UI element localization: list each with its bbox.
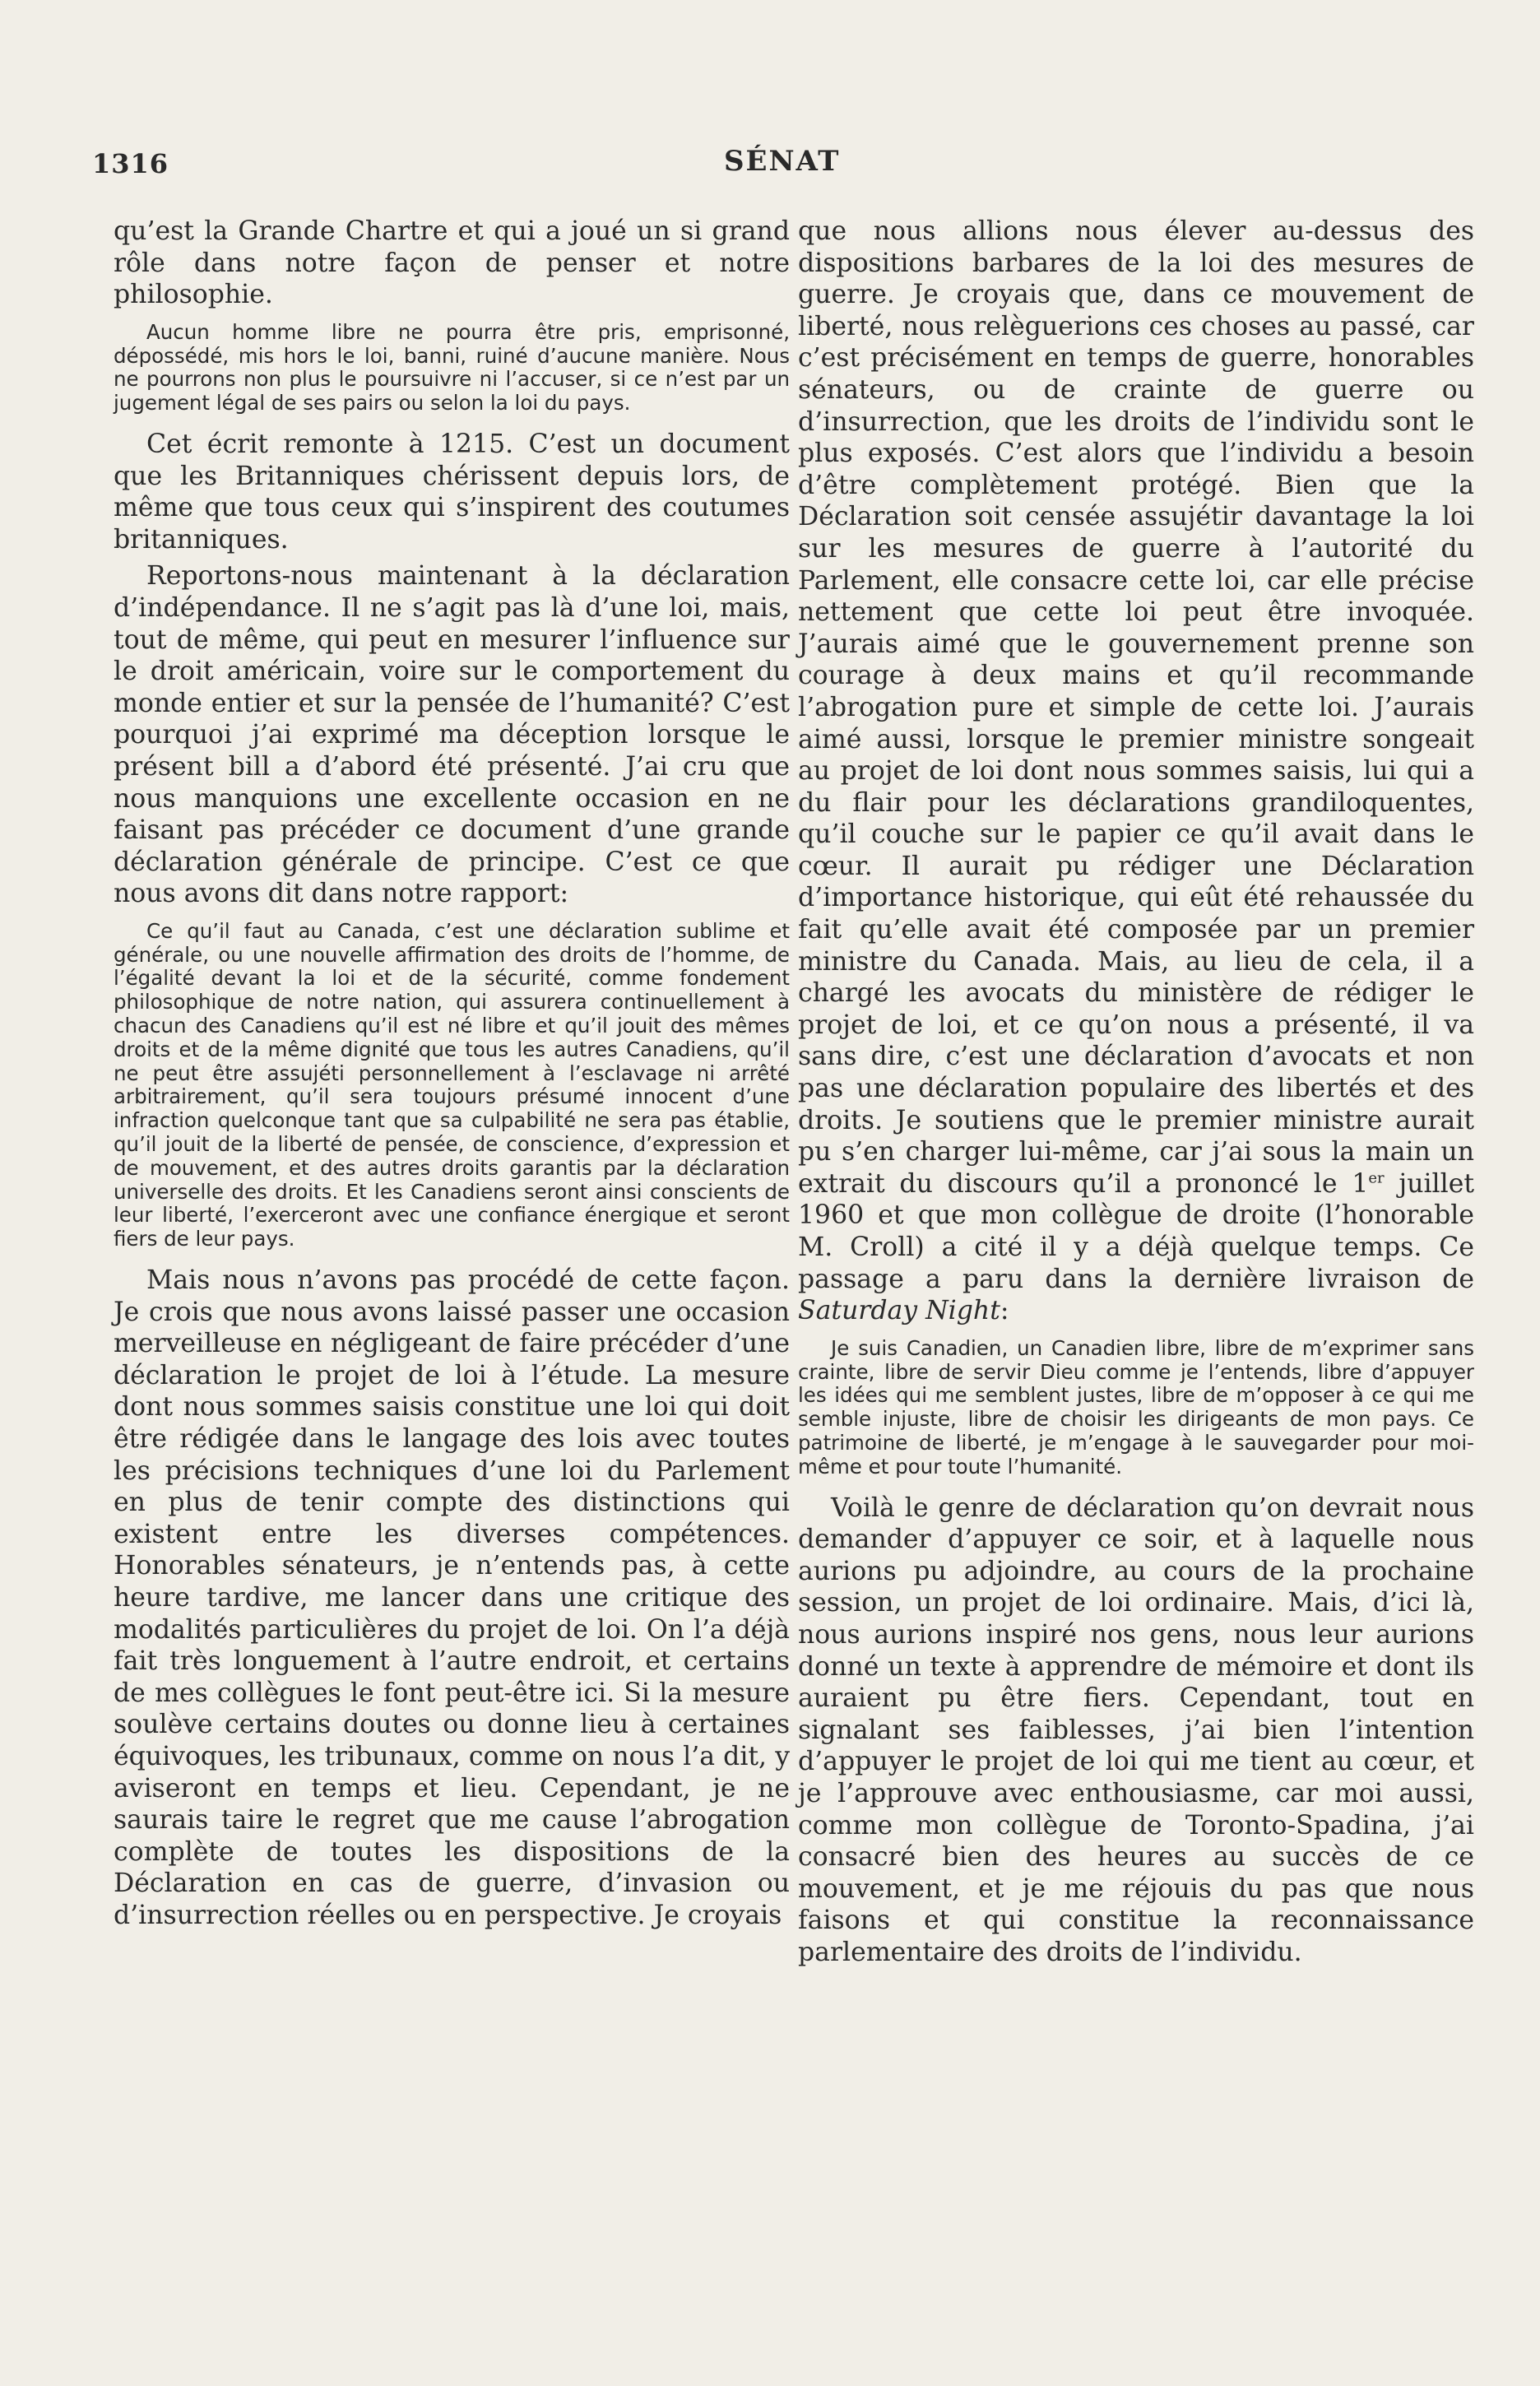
paragraph-right-1-part-b: juillet 1960 et que mon collègue de droite (l’honorable M. Croll) a cité il y a déjà quelque temps. Ce passage a paru dans la dernière livraison de: [798, 1168, 1475, 1294]
paragraph-right-1-part-a: que nous allions nous élever au-dessus des dispositions barbares de la loi des mesures de guerre. Je croyais que, dans ce mouvement de liberté, nous relèguerions ces choses au passé, car c’est précisément en temps de guerre, honorables sénateurs, ou de crainte de guerre ou d’insurrection, que les droits de l’individu sont le plus exposés. C’est alors que l’individu a besoin d’être complètement protégé. Bien que la Déclaration soit censée assujétir davantage la loi sur les mesures de guerre à l’autorité du Parlement, elle consacre cette loi, car elle précise nettement que cette loi peut être invoquée. J’aurais aimé que le gouvernement prenne son courage à deux mains et qu’il recommande l’abrogation pure et simple de cette loi. J’aurais aimé aussi, lorsque le premier ministre songeait au projet de loi dont nous sommes saisis, lui qui a du flair pour les déclarations grandiloquentes, qu’il couche sur le papier ce qu’il avait dans le cœur. Il aurait pu rédiger une Déclaration d’importance historique, qui eût été rehaussée du fait qu’elle avait été composée par un premier ministre du Canada. Mais, au lieu de cela, il a chargé les avocats du ministère de rédiger le projet de loi, et ce qu’on nous a présenté, il va sans dire, c’est une déclaration d’avocats et non pas une déclaration populaire des libertés et des droits. Je soutiens que le premier ministre aurait pu s’en charger lui-même, car j’ai sous la main un extrait du discours qu’il a prononcé le 1: [798, 216, 1474, 1199]
quote-prime-minister: Je suis Canadien, un Canadien libre, libre de m’exprimer sans crainte, libre de servir Dieu comme je l’entends, libre d’appuyer les idées qui me semblent justes, libre de m’opposer à ce qui me semble injuste, libre de choisir les dirigeants de mon pays. Ce patrimoine de liberté, je m’engage à le sauvegarder pour moi-même et pour toute l’humanité.: [798, 1335, 1474, 1478]
quote-magna-carta: Aucun homme libre ne pourra être pris, emprisonné, dépossédé, mis hors le loi, banni, ruiné d’aucune manière. Nous ne pourrons non plus le poursuivre ni l’accuser, si ce n’est par un jugement légal de ses pairs ou selon la loi du pays.: [114, 319, 790, 415]
paragraph-left-2: Cet écrit remonte à 1215. C’est un document que les Britanniques chérissent depuis lors, de même que tous ceux qui s’inspirent des coutumes britanniques.: [114, 429, 790, 555]
paragraph-left-1: qu’est la Grande Chartre et qui a joué un si grand rôle dans notre façon de penser et notre philosophie.: [114, 216, 790, 310]
quote-report: Ce qu’il faut au Canada, c’est une déclaration sublime et générale, ou une nouvelle affirmation des droits de l’homme, de l’égalité devant la loi et de la sécurité, comme fondement philosophique de notre nation, qui assurera continuellement à chacun des Canadiens qu’il est né libre et qu’il jouit des mêmes droits et de la même dignité que tous les autres Canadiens, qu’il ne peut être assujéti personnellement à l’esclavage ni arrêté arbitrairement, qu’il sera toujours présumé innocent d’une infraction quelconque tant que sa culpabilité ne sera pas établie, qu’il jouit de la liberté de pensée, de conscience, d’expression et de mouvement, et des autres droits garantis par la déclaration universelle des droits. Et les Canadiens seront ainsi conscients de leur liberté, l’exerceront avec une confiance énergique et seront fiers de leur pays.: [114, 918, 790, 1251]
publication-title: Saturday Night: [798, 1296, 1000, 1326]
paragraph-right-2: Voilà le genre de déclaration qu’on devrait nous demander d’appuyer ce soir, et à laquelle nous aurions pu adjoindre, au cours de la prochaine session, un projet de loi ordinaire. Mais, d’ici là, nous aurions inspiré nos gens, nous leur aurions donné un texte à apprendre de mémoire et dont ils auraient pu être fiers. Cependant, tout en signalant ses faiblesses, j’ai bien l’intention d’appuyer le projet de loi qui me tient au cœur, et je l’approuve avec enthousiasme, car moi aussi, comme mon collègue de Toronto-Spadina, j’ai consacré bien des heures au succès de ce mouvement, et je me réjouis du pas que nous faisons et qui constitue la reconnaissance parlementaire des droits de l’individu.: [798, 1492, 1474, 1967]
superscript-er: er: [1368, 1169, 1385, 1187]
right-column: [798, 216, 1474, 1968]
paragraph-right-1-part-c: :: [1000, 1296, 1009, 1326]
paragraph-left-3: Reportons-nous maintenant à la déclaration d’indépendance. Il ne s’agit pas là d’une loi, mais, tout de même, qui peut en mesurer l’influence sur le droit américain, voire sur le comportement du monde entier et sur la pensée de l’humanité? C’est pourquoi j’ai exprimé ma déception lorsque le présent bill a d’abord été présenté. J’ai cru que nous manquions une excellente occasion en ne faisant pas précéder ce document d’une grande déclaration générale de principe. C’est ce que nous avons dit dans notre rapport:: [114, 561, 790, 909]
page-number: 1316: [92, 148, 169, 179]
paragraph-left-4: Mais nous n’avons pas procédé de cette façon. Je crois que nous avons laissé passer une occasion merveilleuse en négligeant de faire précéder d’une déclaration le projet de loi à l’étude. La mesure dont nous sommes saisis constitue une loi qui doit être rédigée dans le langage des lois avec toutes les précisions techniques d’une loi du Parlement en plus de tenir compte des distinctions qui existent entre les diverses compétences. Honorables sénateurs, je n’entends pas, à cette heure tardive, me lancer dans une critique des modalités particulières du projet de loi. On l’a déjà fait très longuement à l’autre endroit, et certains de mes collègues le font peut-être ici. Si la mesure soulève certains doutes ou donne lieu à certaines équivoques, les tribunaux, comme on nous l’a dit, y aviseront en temps et lieu. Cependant, je ne saurais taire le regret que me cause l’abrogation complète de toutes les dispositions de la Déclaration en cas de guerre, d’invasion ou d’insurrection réelles ou en perspective. Je croyais: [114, 1265, 790, 1930]
paragraph-right-1: [798, 216, 1474, 1327]
running-title: SÉNAT: [724, 145, 841, 178]
left-column: [114, 216, 790, 1932]
